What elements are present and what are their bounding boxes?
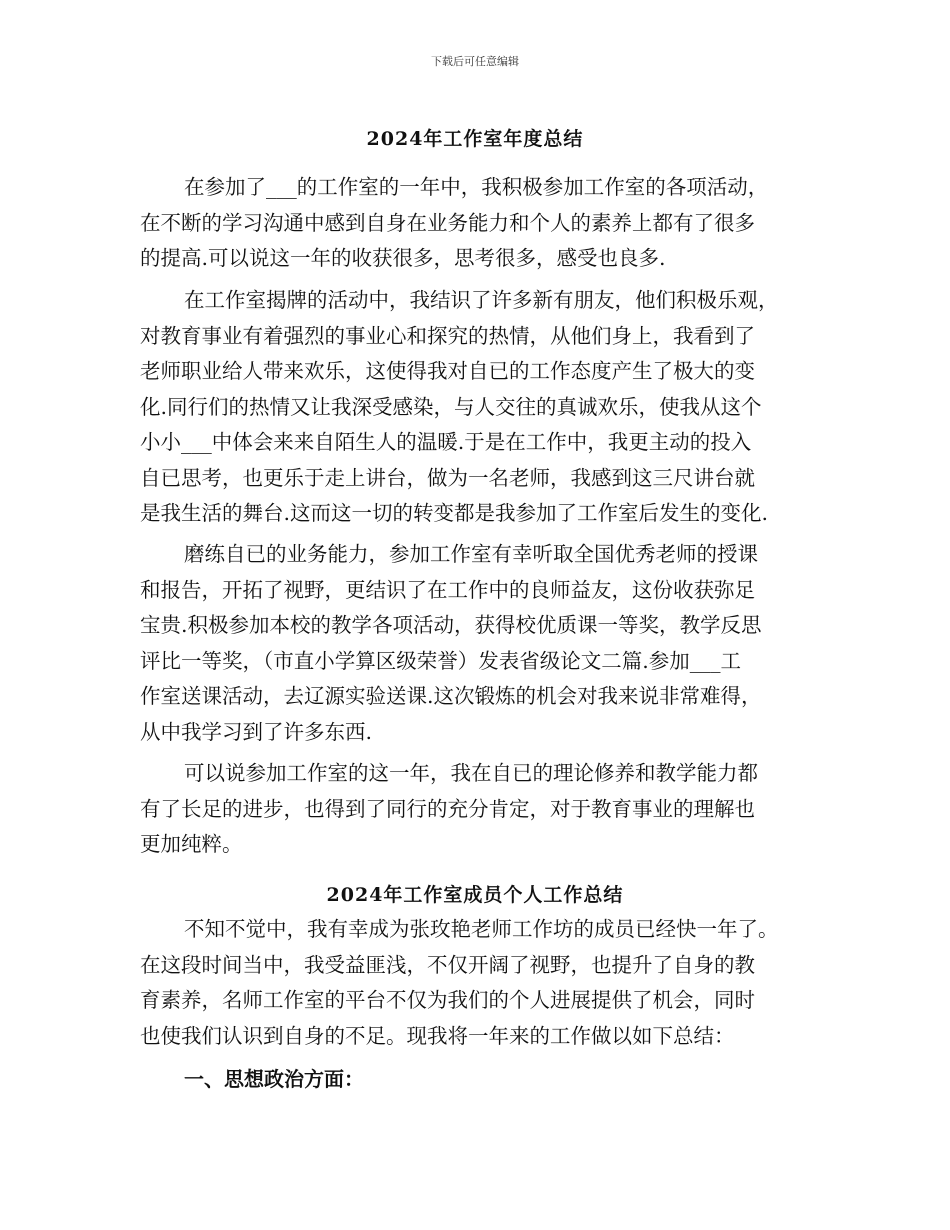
text-line: 是我生活的舞台.这而这一切的转变都是我参加了工作室后发生的变化. bbox=[140, 501, 769, 525]
paragraph-1 bbox=[140, 170, 840, 277]
header-note: 下载后可任意编辑 bbox=[431, 55, 519, 68]
text-line: 在工作室揭牌的活动中，我结识了许多新有朋友，他们积极乐观， bbox=[184, 288, 779, 312]
doc-title-personal-summary: 2024年工作室成员个人工作总结 bbox=[326, 884, 624, 906]
paragraph-4 bbox=[140, 756, 840, 863]
text-line: 不知不觉中，我有幸成为张玫艳老师工作坊的成员已经快一年了。 bbox=[184, 917, 779, 941]
text-line: 磨练自已的业务能力，参加工作室有幸听取全国优秀老师的授课 bbox=[184, 542, 758, 566]
text-line: 也使我们认识到自身的不足。现我将一年来的工作做以如下总结： bbox=[140, 1023, 735, 1048]
paragraph-2 bbox=[140, 283, 840, 532]
text-line: 在这段时间当中，我受益匪浅，不仅开阔了视野，也提升了自身的教 bbox=[140, 952, 755, 977]
text-line: 自已思考，也更乐于走上讲台，做为一名老师，我感到这三尺讲台就 bbox=[140, 465, 755, 490]
text-line: 可以说参加工作室的这一年，我在自已的理论修养和教学能力都 bbox=[184, 761, 758, 785]
paragraph-5 bbox=[140, 912, 840, 1054]
text-line: 小小___中体会来来自陌生人的温暖.于是在工作中，我更主动的投入 bbox=[140, 430, 752, 454]
text-line: 从中我学习到了许多东西. bbox=[140, 719, 373, 744]
text-line: 宝贵.积极参加本校的教学各项活动，获得校优质课一等奖，教学反思 bbox=[140, 613, 762, 637]
text-line: 作室送课活动，去辽源实验送课.这次锻炼的机会对我来说非常难得， bbox=[140, 684, 762, 708]
text-line: 在参加了___的工作室的一年中，我积极参加工作室的各项活动， bbox=[184, 175, 769, 199]
text-line: 老师职业给人带来欢乐，这使得我对自已的工作态度产生了极大的变 bbox=[140, 359, 755, 383]
text-line: 化.同行们的热情又让我深受感染，与人交往的真诚欢乐，使我从这个 bbox=[140, 394, 762, 419]
text-line: 和报告，开拓了视野，更结识了在工作中的良师益友，这份收获弥足 bbox=[140, 577, 755, 602]
paragraph-3 bbox=[140, 537, 840, 750]
section-heading-political: 一、思想政治方面： bbox=[184, 1067, 364, 1091]
text-line: 评比一等奖，（市直小学算区级荣誉）发表省级论文二篇.参加___工 bbox=[140, 648, 742, 673]
text-line: 在不断的学习沟通中感到自身在业务能力和个人的素养上都有了很多 bbox=[140, 210, 755, 235]
text-line: 对教育事业有着强烈的事业心和探究的热情，从他们身上，我看到了 bbox=[140, 323, 755, 348]
text-line: 有了长足的进步，也得到了同行的充分肯定，对于教育事业的理解也 bbox=[140, 796, 755, 821]
doc-title-annual-summary: 2024年工作室年度总结 bbox=[366, 128, 584, 150]
text-line: 育素养，名师工作室的平台不仅为我们的个人进展提供了机会，同时 bbox=[140, 988, 755, 1012]
text-line: 的提高.可以说这一年的收获很多，思考很多，感受也良多. bbox=[140, 246, 666, 270]
text-line: 更加纯粹。 bbox=[140, 832, 243, 856]
